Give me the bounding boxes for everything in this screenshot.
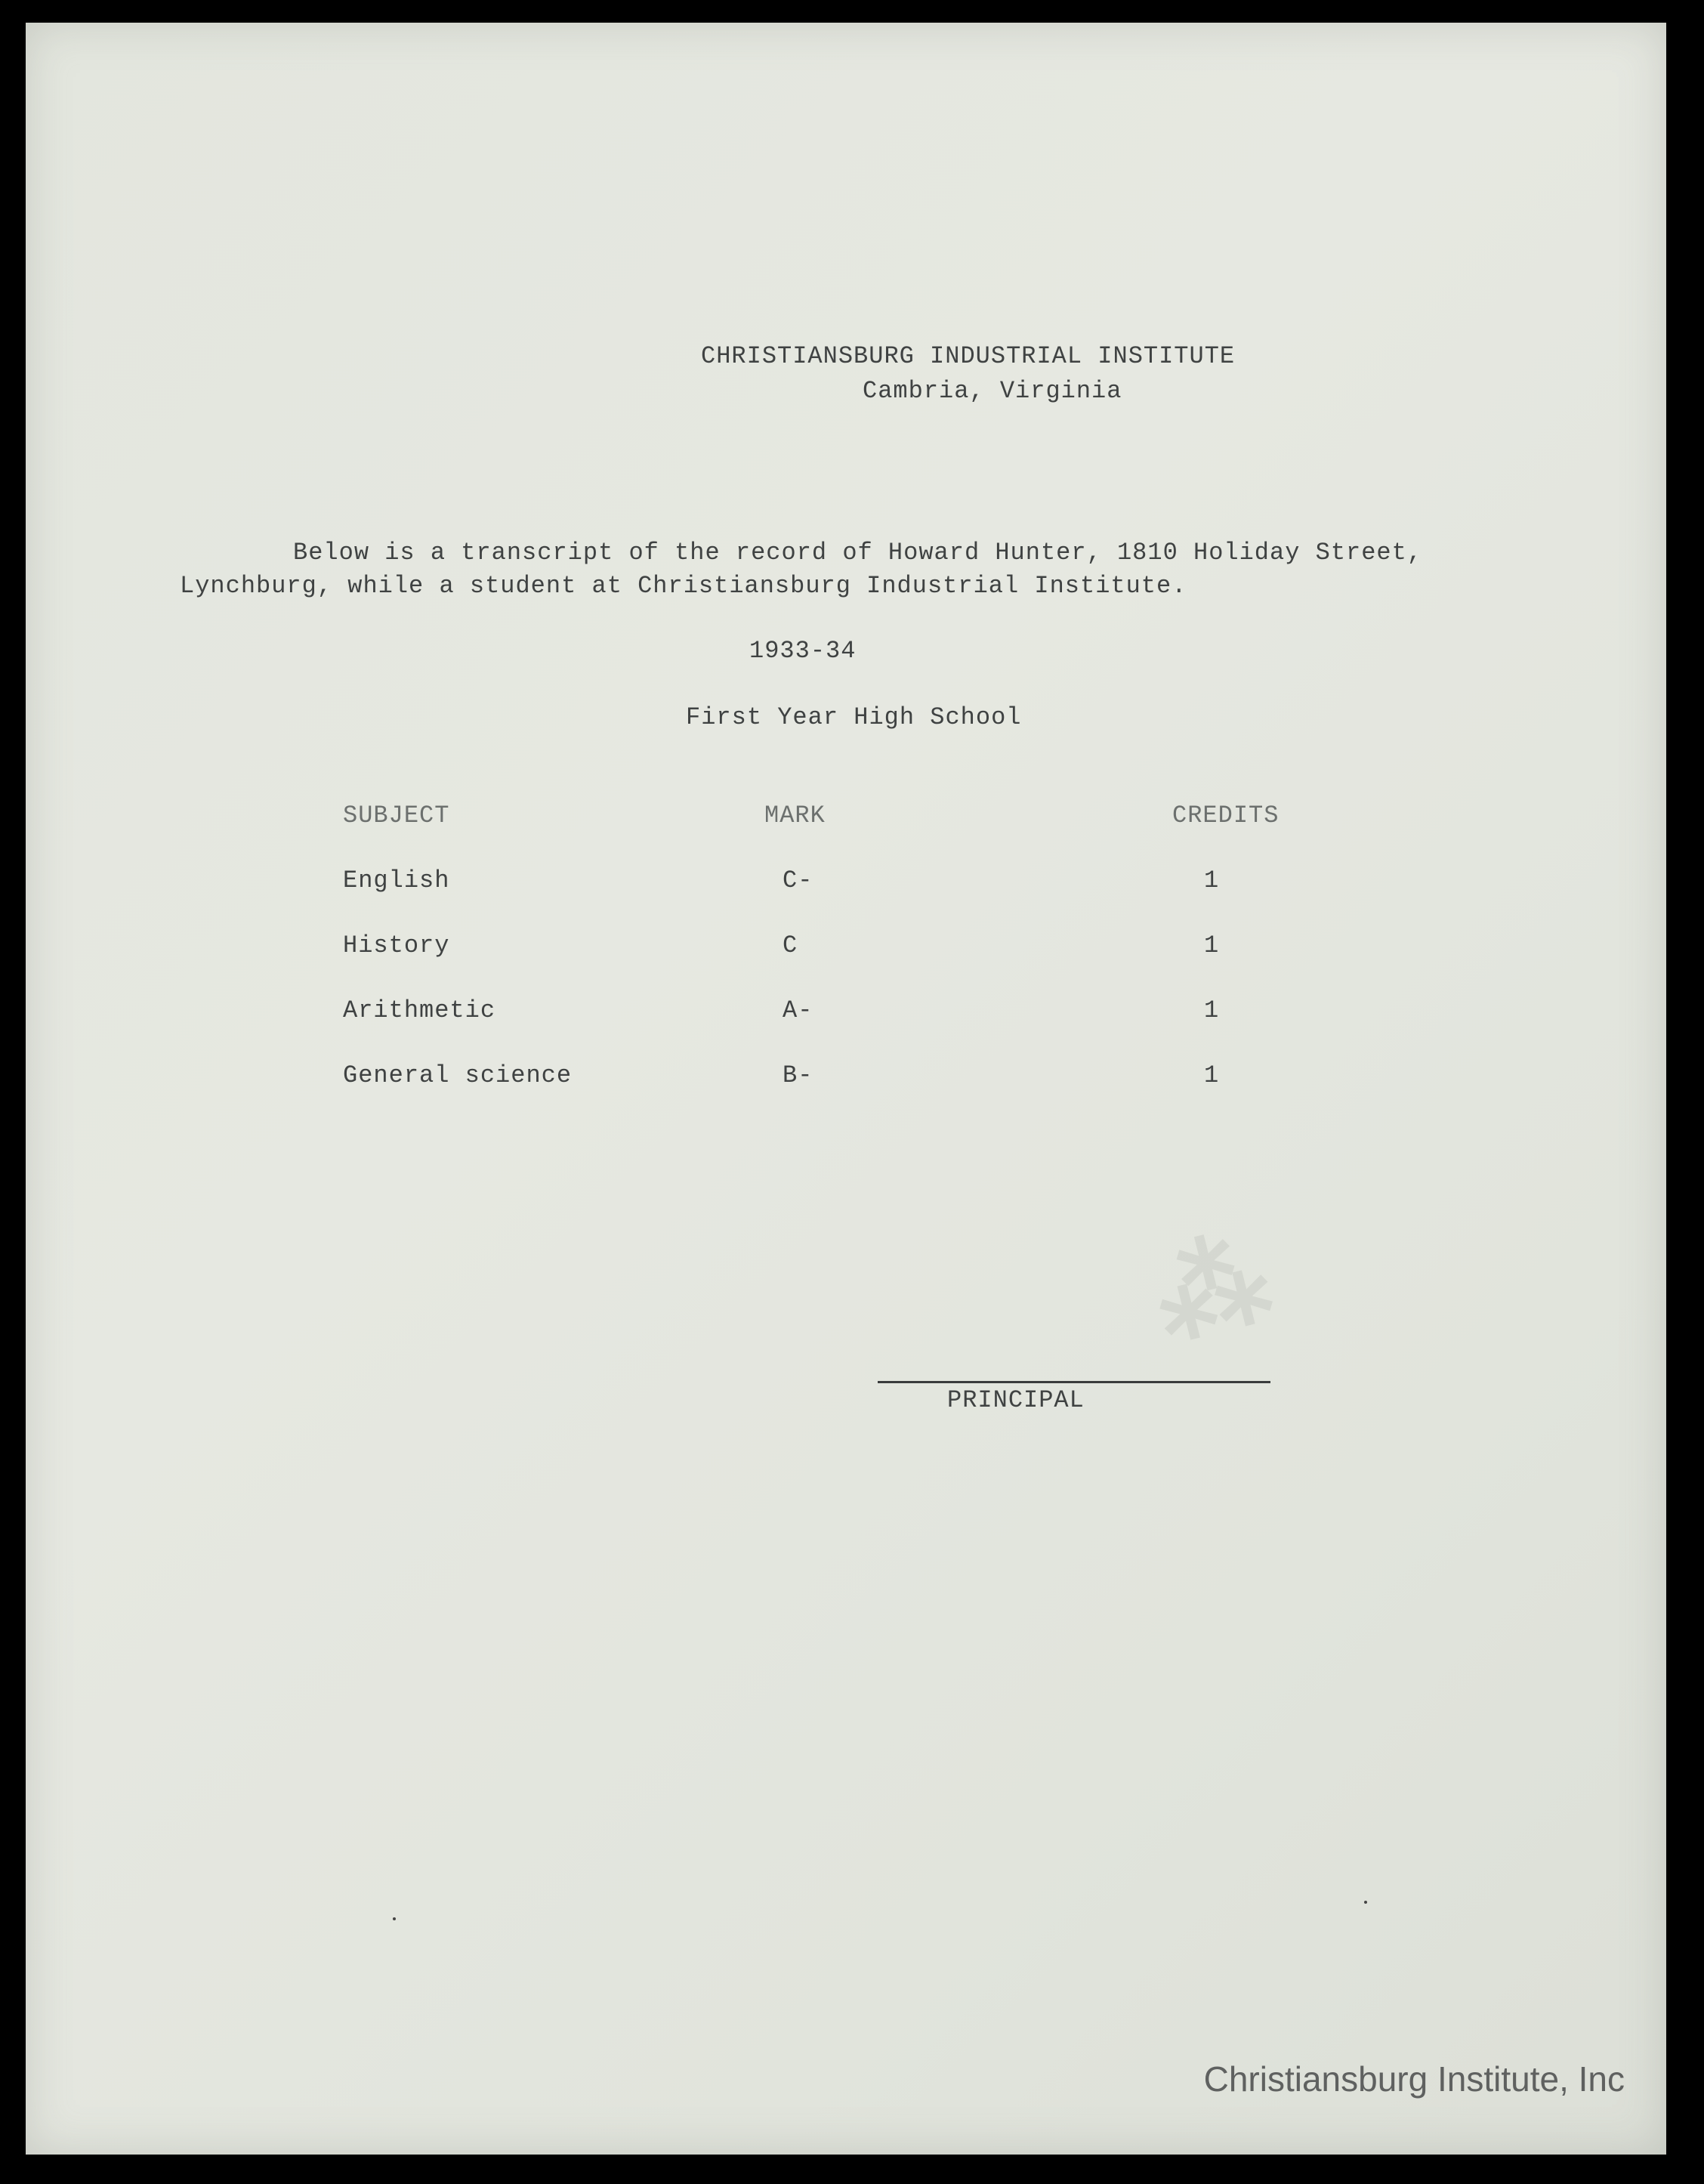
grade-level: First Year High School: [686, 703, 1022, 731]
table-row-subject: History: [343, 931, 450, 959]
table-row-mark: A-: [783, 996, 813, 1024]
table-row-credits: 1: [1204, 1061, 1220, 1089]
institution-location: Cambria, Virginia: [863, 377, 1122, 405]
intro-line-1: Below is a transcript of the record of Howard Hunter, 1810 Holiday Street,: [293, 539, 1423, 567]
table-row-subject: General science: [343, 1061, 573, 1089]
signature-line: [878, 1381, 1270, 1383]
table-row-mark: B-: [783, 1061, 813, 1089]
column-header-subject: SUBJECT: [343, 802, 450, 829]
table-row-credits: 1: [1204, 996, 1220, 1024]
paper-speck: [1364, 1901, 1367, 1904]
column-header-mark: MARK: [764, 802, 826, 829]
table-row-mark: C-: [783, 866, 813, 894]
faint-stamp-impression: ⁂: [1142, 1216, 1283, 1365]
intro-line-2: Lynchburg, while a student at Christiansburg Industrial Institute.: [180, 572, 1187, 600]
archive-watermark: Christiansburg Institute, Inc: [1203, 2059, 1625, 2099]
table-row-credits: 1: [1204, 866, 1220, 894]
signature-label: PRINCIPAL: [947, 1386, 1085, 1414]
column-header-credits: CREDITS: [1172, 802, 1280, 829]
table-row-subject: English: [343, 866, 450, 894]
table-row-subject: Arithmetic: [343, 996, 496, 1024]
table-row-credits: 1: [1204, 931, 1220, 959]
institution-heading: CHRISTIANSBURG INDUSTRIAL INSTITUTE: [701, 342, 1236, 370]
table-row-mark: C: [783, 931, 798, 959]
school-year: 1933-34: [749, 637, 857, 665]
paper-speck: [393, 1917, 396, 1920]
